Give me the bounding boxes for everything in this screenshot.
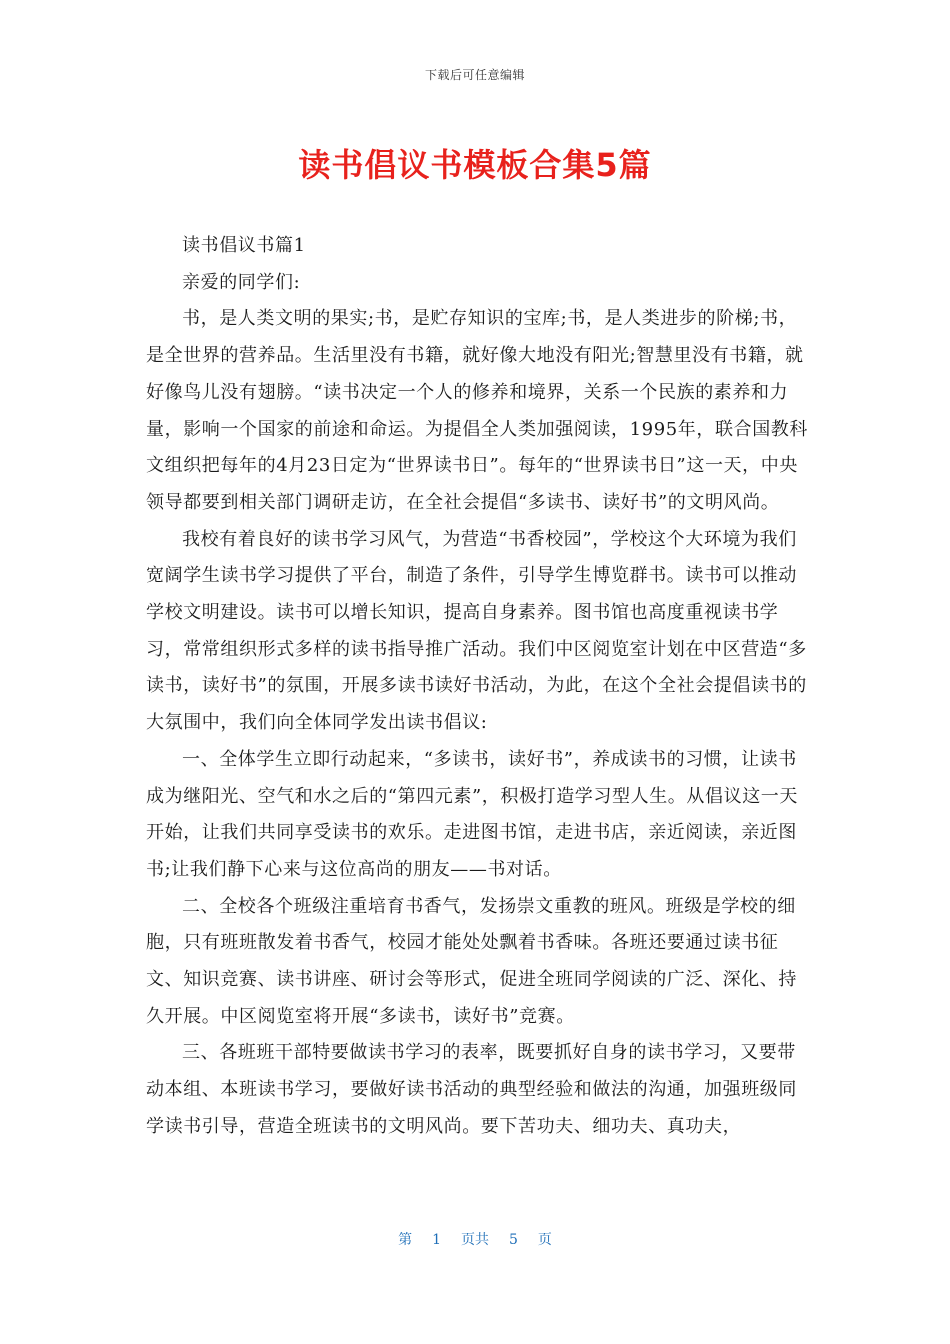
paragraph-1: 书，是人类文明的果实;书，是贮存知识的宝库;书，是人类进步的阶梯;书，是全世界的营养品。生活里没有书籍，就好像大地没有阳光;智慧里没有书籍，就好像鸟儿没有翅膀。“读书决定一个人的修养和境界，关系一个民族的素养和力量，影响一个国家的前途和命运。为提倡全人类加强阅读，1995年，联合国教科文组织把每年的4月23日定为“世界读书日”。每年的“世界读书日”这一天，中央领导都要到相关部门调研走访，在全社会提倡“多读书、读好书”的文明风尚。 <box>146 308 809 513</box>
page-total: 5 <box>509 1232 518 1248</box>
salutation: 亲爱的同学们: <box>182 271 301 293</box>
paragraph-4: 二、全校各个班级注重培育书香气，发扬崇文重教的班风。班级是学校的细胞，只有班班散发着书香气，校园才能处处飘着书香味。各班还要通过读书征文、知识竞赛、读书讲座、研讨会等形式，促进全班同学阅读的广泛、深化、持久开展。中区阅览室将开展“多读书，读好书”竞赛。 <box>146 895 797 1027</box>
page-label-mid: 页共 <box>461 1232 489 1248</box>
page-current: 1 <box>432 1232 441 1248</box>
paragraph-5: 三、各班班干部特要做读书学习的表率，既要抓好自身的读书学习，又要带动本组、本班读书学习，要做好读书活动的典型经验和做法的沟通，加强班级同学读书引导，营造全班读书的文明风尚。要下苦功夫、细功夫、真功夫， <box>146 1042 797 1137</box>
document-title: 读书倡议书模板合集5篇 <box>298 146 652 184</box>
header-note: 下载后可任意编辑 <box>424 68 525 82</box>
page-label-prefix: 第 <box>398 1232 413 1248</box>
page-footer <box>0 1229 950 1249</box>
page-label-suffix: 页 <box>537 1232 552 1248</box>
paragraph-2: 我校有着良好的读书学习风气，为营造“书香校园”，学校这个大环境为我们宽阔学生读书学习提供了平台，制造了条件，引导学生博览群书。读书可以推动学校文明建设。读书可以增长知识，提高自身素养。图书馆也高度重视读书学习，常常组织形式多样的读书指导推广活动。我们中区阅览室计划在中区营造“多读书，读好书”的氛围，开展多读书读好书活动，为此，在这个全社会提倡读书的大氛围中，我们向全体同学发出读书倡议: <box>146 528 807 734</box>
section-subtitle: 读书倡议书篇1 <box>182 235 306 256</box>
document-body <box>146 228 810 1146</box>
paragraph-3: 一、全体学生立即行动起来，“多读书，读好书”，养成读书的习惯，让读书成为继阳光、空气和水之后的“第四元素”，积极打造学习型人生。从倡议这一天开始，让我们共同享受读书的欢乐。走进图书馆，走进书店，亲近阅读，亲近图书;让我们静下心来与这位高尚的朋友——书对话。 <box>146 748 799 880</box>
